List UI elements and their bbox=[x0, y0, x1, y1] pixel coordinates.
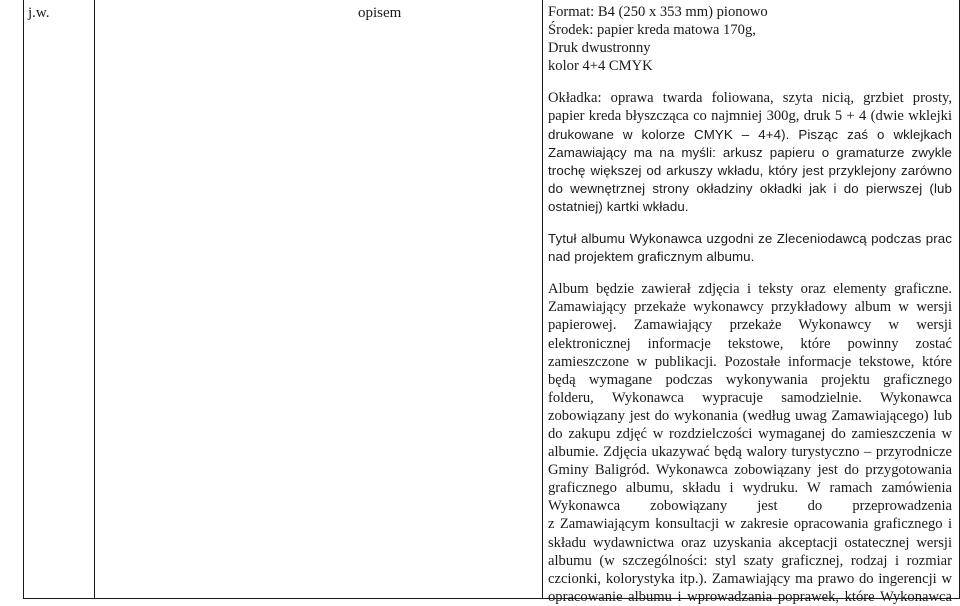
print-spec-block bbox=[548, 3, 952, 75]
title-line: nad projektem graficznym albumu. bbox=[548, 249, 755, 265]
album-line: elektronicznej informacje tekstowe, które powinny zostać bbox=[548, 335, 952, 352]
spec-line: Druk dwustronny bbox=[548, 40, 651, 57]
cover-line: Zamawiający ma na myśli: arkusz papieru o gramaturze zwykle bbox=[548, 144, 952, 160]
title-line: Tytuł albumu Wykonawca uzgodni ze Zleceniodawcą podczas prac bbox=[548, 231, 952, 247]
table-border-col2 bbox=[542, 0, 543, 599]
spec-line: Środek: papier kreda matowa 170g, bbox=[548, 22, 756, 39]
spec-line: kolor 4+4 CMYK bbox=[548, 58, 653, 75]
album-line: składu wydawnictwa oraz uzyskania akceptacji ostatecznej wersji bbox=[548, 534, 952, 551]
table-border-left bbox=[23, 0, 24, 599]
album-line: papierowej. Zamawiający przekaże Wykonawcy w wersji bbox=[548, 317, 952, 334]
album-line: zamieszczone w publikacji. Pozostałe informacje tekstowe, które bbox=[548, 353, 952, 370]
cover-line: drukowane w kolorze CMYK – 4+4). Pisząc zaś o wklejkach bbox=[548, 126, 952, 142]
table-border-col1 bbox=[94, 0, 95, 599]
cover-paragraph bbox=[548, 89, 952, 216]
album-line: Gminy Baligród. Wykonawca zobowiązany jest do przygotowania bbox=[548, 462, 952, 479]
album-line: folderu, Wykonawca wypracuje samodzielnie. Wykonawca bbox=[548, 389, 952, 406]
album-line: opracowanie albumu i wprowadzania poprawek, które Wykonawca bbox=[548, 588, 952, 605]
album-line: Wykonawca zobowiązany jest do przeprowadzenia bbox=[548, 498, 952, 515]
album-line: do zakupu zdjęć w rozdzielczości wymaganej do zamieszczenia w bbox=[548, 425, 952, 442]
cover-line: Okładka: oprawa twarda foliowana, szyta nicią, grzbiet prosty, bbox=[548, 90, 952, 107]
album-paragraph bbox=[548, 280, 952, 606]
cell-description bbox=[548, 3, 952, 606]
album-line: albumu (w szczególności: styl szaty graficznej, rodzaj i rozmiar bbox=[548, 552, 952, 569]
title-paragraph bbox=[548, 230, 952, 266]
cover-line: trochę większej od arkuszy wkładu, który jest przyklejony zarówno bbox=[548, 162, 952, 178]
album-line: albumie. Zdjęcia ukazywać będą walory turystyczno – przyrodnicze bbox=[548, 444, 952, 461]
album-line: będą wymagane podczas wykonywania projektu graficznego bbox=[548, 371, 952, 388]
cover-line: ostatniej) kartki wkładu. bbox=[548, 198, 689, 214]
cover-line: papier kreda błyszcząca co najmniej 300g, druk 5 + 4 (dwie wklejki bbox=[548, 108, 952, 125]
cover-line: do wewnętrznej strony okładziny okładki jak i do pierwszej (lub bbox=[548, 180, 952, 196]
cell-col2: opisem bbox=[358, 5, 402, 21]
album-line: Zamawiający przekaże wykonawcy przykładowy album w wersji bbox=[548, 299, 952, 316]
spec-line: Format: B4 (250 x 353 mm) pionowo bbox=[548, 4, 768, 20]
cell-col1: j.w. bbox=[28, 5, 50, 21]
album-line: z Zamawiającym konsultacji w zakresie opracowania graficznego i bbox=[548, 516, 952, 533]
album-line: graficznego albumu, składu i wydruku. W ramach zamówienia bbox=[548, 480, 952, 497]
album-line: Album będzie zawierał zdjęcia i teksty oraz elementy graficzne. bbox=[548, 281, 952, 298]
album-line: zobowiązany jest do wykonania (według uwag Zamawiającego) lub bbox=[548, 407, 952, 424]
album-line: czcionki, kolorystyka itp.). Zamawiający ma prawo do ingerencji w bbox=[548, 570, 952, 587]
